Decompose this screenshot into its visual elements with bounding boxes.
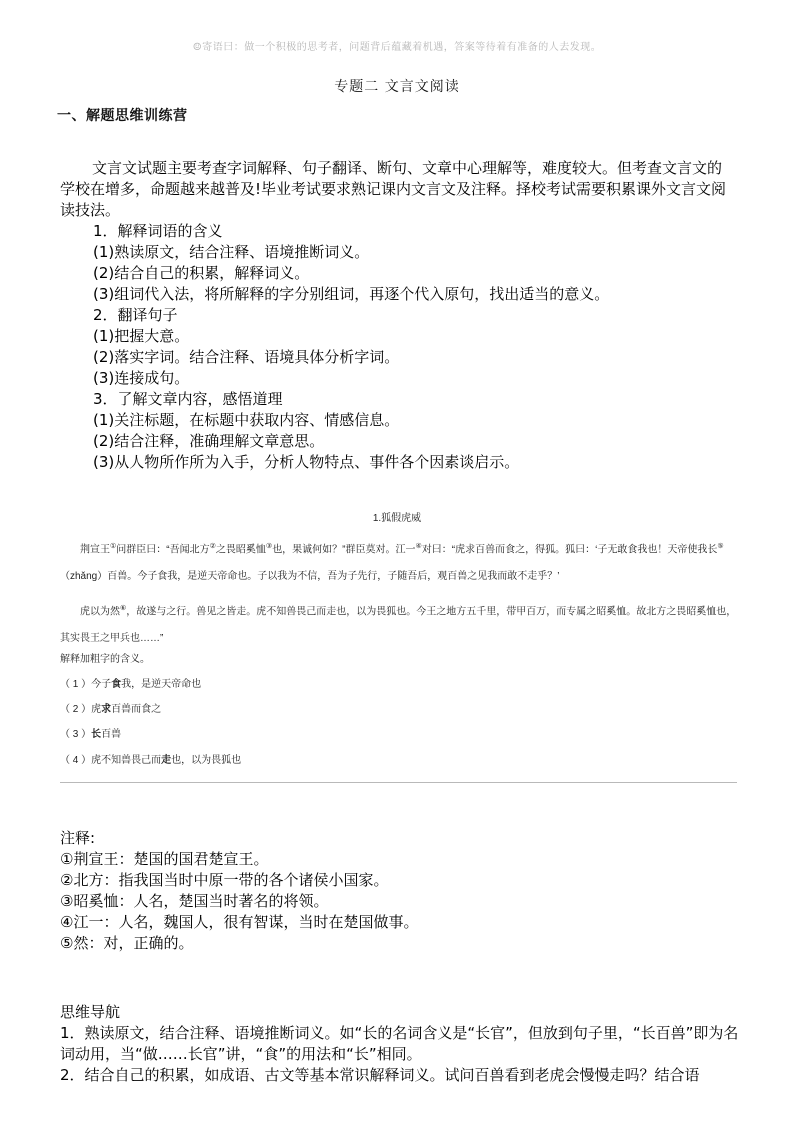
- note-item: ⑤然：对，正确的。: [60, 934, 194, 952]
- guide-heading: 思维导航: [60, 1003, 121, 1021]
- question-instruction: 解释加粗字的含义。: [60, 654, 150, 665]
- method-item: (2)结合注释，准确理解文章意思。: [93, 432, 325, 450]
- intro-paragraph: 文言文试题主要考查字词解释、句子翻译、断句、文章中心理解等，难度较大。但考查文言文的学校在增多，命题越来越普及!毕业考试要求熟记课内文言文及注释。择校考试需要积累课外文言文阅读技法。: [60, 159, 727, 219]
- note-item: ②北方：指我国当时中原一带的各个诸侯小国家。: [60, 871, 389, 889]
- question-item: （ 4 ）虎不知兽畏己而走也，以为畏狐也: [60, 755, 242, 766]
- method-item: (1)熟读原文，结合注释、语境推断词义。: [93, 243, 370, 261]
- method-item: 2．翻译句子: [93, 306, 178, 324]
- note-item: ③昭奚恤：人名，楚国当时著名的将领。: [60, 892, 329, 910]
- divider: [60, 782, 737, 783]
- method-item: (3)从人物所作所为入手，分析人物特点、事件各个因素谈启示。: [93, 453, 520, 471]
- method-item: 3．了解文章内容，感悟道理: [93, 390, 283, 408]
- method-item: (2)结合自己的积累，解释词义。: [93, 264, 310, 282]
- fable-title: 1.狐假虎威: [372, 513, 422, 524]
- question-item: （ 1 ）今子食我，是逆天帝命也: [60, 679, 202, 690]
- document-title: 专题二 文言文阅读: [334, 79, 460, 95]
- header-note: ☺寄语曰：做一个积极的思考者，问题背后蕴藏着机遇，答案等待着有准备的人去发现。: [192, 42, 602, 53]
- guide-paragraph-1: 1．熟读原文，结合注释、语境推断词义。如“长的名词含义是“长官”，但放到句子里，“长百兽”即为名词动用，当“做……长官”讲，“食”的用法和“长”相同。: [60, 1024, 739, 1063]
- method-item: (2)落实字词。结合注释、语境具体分析字词。: [93, 348, 400, 366]
- fable-paragraph-2: 虎以为然⑥，故遂与之行。兽见之皆走。虎不知兽畏己而走也，以为畏狐也。今王之地方五千里，带甲百万，而专属之昭奚恤。故北方之畏昭奚恤也，其实畏王之甲兵也……”: [60, 605, 737, 645]
- question-item: （ 3 ）长百兽: [60, 729, 122, 740]
- method-item: (1)把握大意。: [93, 327, 190, 345]
- method-item: (1)关注标题，在标题中获取内容、情感信息。: [93, 411, 400, 429]
- fable-paragraph-1: 荆宣王①问群臣曰：“吾闻北方②之畏昭奚恤③也，果诚何如？”群臣莫对。江一④对曰：“虎求百兽而食之，得狐。狐曰：‘子无敢食我也！天帝使我长⑤（zhǎng）百兽。今子食我，是逆天帝命也。子以我为不信，吾为子先行，子随吾后，观百兽之见我而敢不走乎？’: [60, 543, 724, 583]
- method-item: (3)连接成句。: [93, 369, 190, 387]
- section-heading: 一、解题思维训练营: [57, 108, 188, 124]
- note-item: ①荆宣王：楚国的国君楚宣王。: [60, 850, 269, 868]
- method-item: (3)组词代入法，将所解释的字分别组词，再逐个代入原句，找出适当的意义。: [93, 285, 610, 303]
- notes-heading: 注释:: [60, 829, 96, 847]
- guide-paragraph-2: 2．结合自己的积累，如成语、古文等基本常识解释词义。试问百兽看到老虎会慢慢走吗？结合语: [60, 1066, 700, 1084]
- note-item: ④江一：人名，魏国人，很有智谋，当时在楚国做事。: [60, 913, 419, 931]
- method-item: 1．解释词语的含义: [93, 222, 223, 240]
- question-item: （ 2 ）虎求百兽而食之: [60, 704, 162, 715]
